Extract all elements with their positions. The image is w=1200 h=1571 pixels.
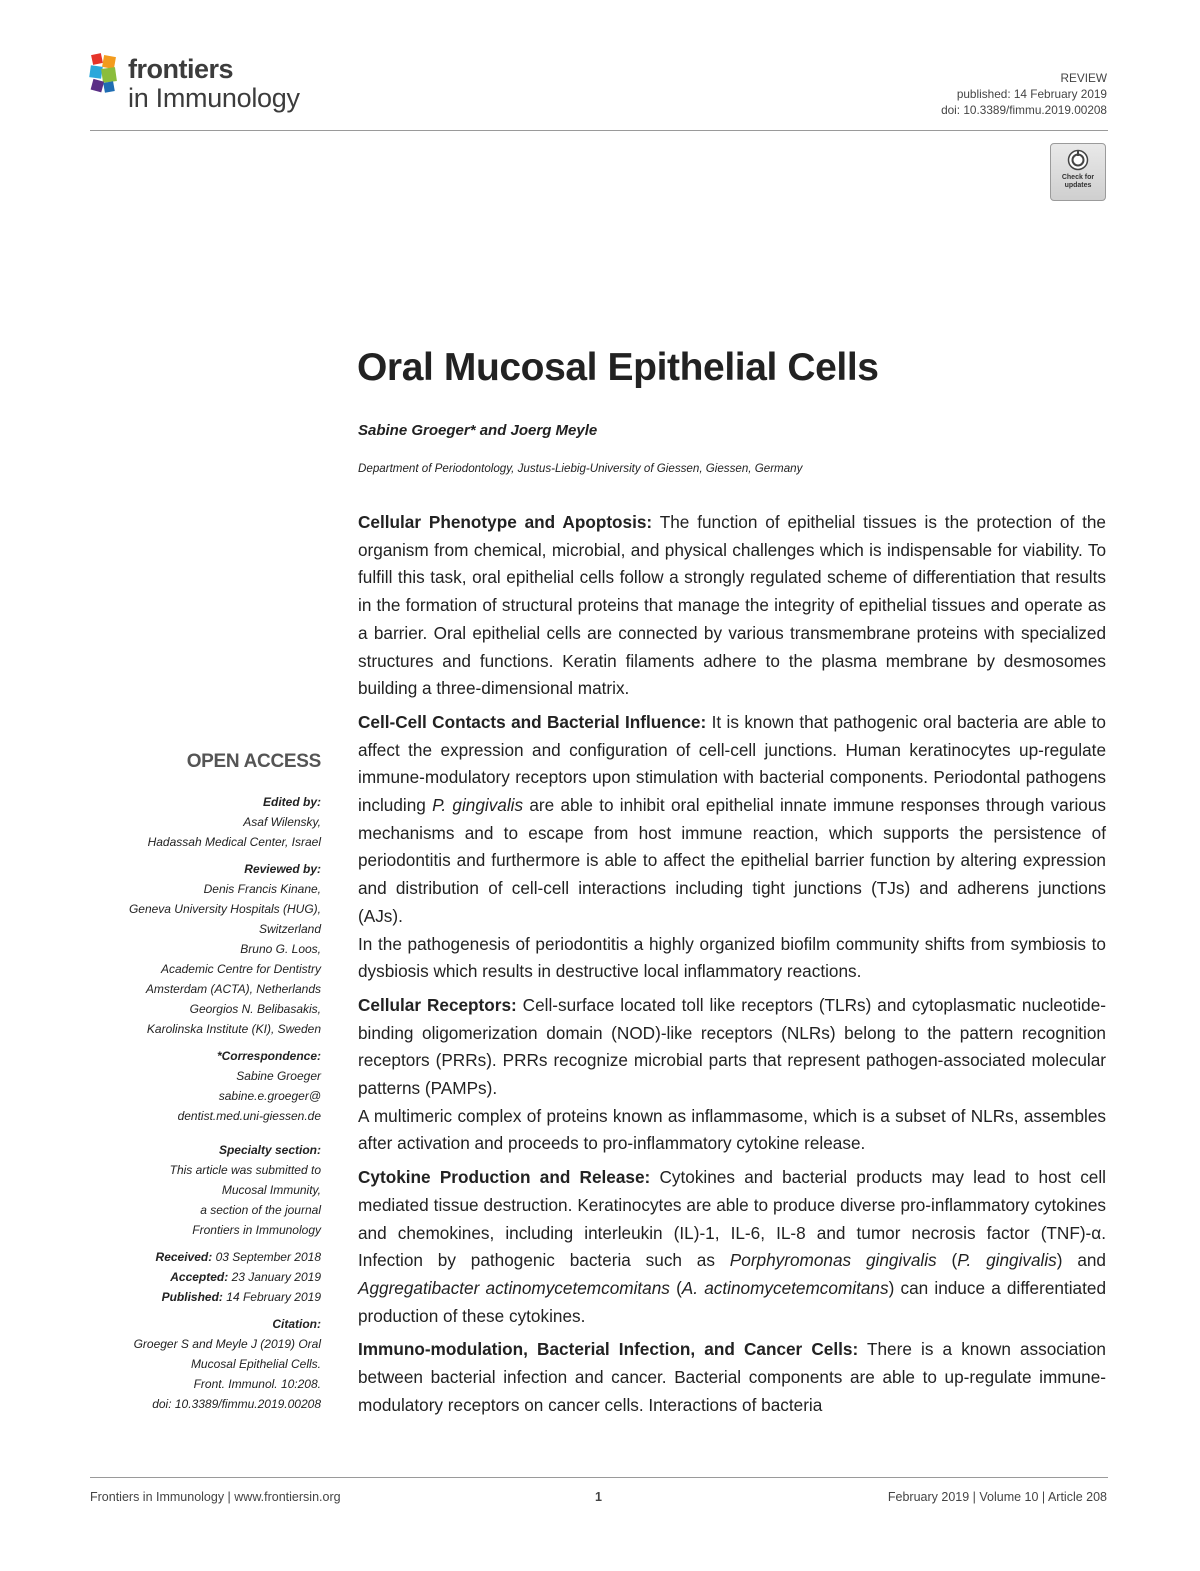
- article-body: [358, 509, 1106, 1426]
- logo-wordmark-journal: in Immunology: [128, 83, 300, 113]
- accepted-date: Accepted: 23 January 2019: [170, 1270, 321, 1284]
- specialty-line: a section of the journal: [200, 1203, 321, 1217]
- published-date-sidebar: Published: 14 February 2019: [161, 1290, 321, 1304]
- badge-label: Check for updates: [1061, 174, 1095, 189]
- reviewer-line: Denis Francis Kinane,: [203, 882, 321, 896]
- citation-line: Groeger S and Meyle J (2019) Oral: [133, 1337, 321, 1351]
- section-cellular-receptors: Cellular Receptors: Cell-surface located toll like receptors (TLRs) and cytoplasmatic nucleotide-binding oligomerization domain (NOD)-like receptors (NLRs) belong to the pattern recognition receptors (PRRs). PRRs recognize microbial parts that represent pathogen-associated molecular patterns (PAMPs).: [358, 994, 1106, 1099]
- reviewer-line: Karolinska Institute (KI), Sweden: [146, 1022, 321, 1036]
- section-immuno-modulation: Immuno-modulation, Bacterial Infection, and Cancer Cells: There is a known association between bacterial infection and cancer. Bacterial components are able to up-regulate immune-modulatory receptors on cancer cells. Interactions of bacteria: [358, 1339, 1106, 1415]
- article-affiliation: Department of Periodontology, Justus-Liebig-University of Giessen, Giessen, Germany: [358, 462, 803, 475]
- article-sidebar: [81, 750, 321, 1414]
- citation-line: Front. Immunol. 10:208.: [193, 1377, 321, 1391]
- page-number: 1: [595, 1490, 602, 1504]
- correspondence-email[interactable]: dentist.med.uni-giessen.de: [177, 1109, 321, 1123]
- reviewed-by-heading: Reviewed by:: [244, 862, 321, 876]
- reviewer-line: Amsterdam (ACTA), Netherlands: [145, 982, 321, 996]
- reviewer-line: Bruno G. Loos,: [240, 942, 321, 956]
- reviewer-line: Geneva University Hospitals (HUG),: [128, 902, 321, 916]
- footer-issue-info: February 2019 | Volume 10 | Article 208: [887, 1490, 1107, 1504]
- reviewer-line: Georgios N. Belibasakis,: [189, 1002, 321, 1016]
- section-cellular-phenotype: Cellular Phenotype and Apoptosis: The function of epithelial tissues is the protection of the organism from chemical, microbial, and physical challenges which is indispensable for viability. To fulfill this task, oral epithelial cells follow a strongly regulated scheme of differentiation that results in the formation of structural proteins that manage the integrity of epithelial tissues and operate as a barrier. Oral epithelial cells are connected by various transmembrane proteins with specialized structures and functions. Keratin filaments adhere to the plasma membrane by desmosomes building a three-dimensional matrix.: [358, 512, 1106, 699]
- published-date: published: 14 February 2019: [956, 87, 1107, 101]
- refresh-icon: [1067, 149, 1089, 171]
- citation-doi[interactable]: doi: 10.3389/fimmu.2019.00208: [152, 1397, 321, 1411]
- correspondence-heading: *Correspondence:: [216, 1049, 321, 1063]
- correspondence-email[interactable]: sabine.e.groeger@: [218, 1089, 321, 1103]
- reviewer-line: Switzerland: [258, 922, 321, 936]
- edited-by-heading: Edited by:: [262, 795, 321, 809]
- editor-line: Asaf Wilensky,: [243, 815, 321, 829]
- received-date: Received: 03 September 2018: [155, 1250, 321, 1264]
- section-cell-contacts-cont: In the pathogenesis of periodontitis a highly organized biofilm community shifts from symbiosis to dysbiosis which results in destructive local inflammatory reactions.: [358, 933, 1106, 982]
- check-for-updates-badge[interactable]: [1050, 143, 1106, 201]
- specialty-line: This article was submitted to: [169, 1163, 321, 1177]
- article-meta: [941, 70, 1107, 118]
- article-title: Oral Mucosal Epithelial Cells: [357, 346, 879, 389]
- editor-line: Hadassah Medical Center, Israel: [147, 835, 321, 849]
- reviewer-line: Academic Centre for Dentistry: [160, 962, 321, 976]
- logo-wordmark-frontiers: frontiers: [128, 54, 234, 84]
- open-access-label: OPEN ACCESS: [186, 751, 321, 772]
- section-cell-contacts: Cell-Cell Contacts and Bacterial Influence: It is known that pathogenic oral bacteria are able to affect the expression and configuration of cell-cell junctions. Human keratinocytes up-regulate immune-modulatory receptors upon stimulation with bacterial components. Periodontal pathogens including P. gingivalis are able to inhibit oral epithelial innate immune responses through various mechanisms and to escape from host immune reaction, which supports the persistence of periodontitis and furthermore is able to affect the epithelial barrier function by altering expression and distribution of cell-cell interactions including tight junctions (TJs) and adherens junctions (AJs).: [358, 711, 1106, 926]
- citation-heading: Citation:: [272, 1317, 321, 1331]
- footer-journal-link[interactable]: Frontiers in Immunology | www.frontiersin.org: [90, 1490, 341, 1504]
- header-divider: [90, 130, 1108, 131]
- specialty-heading: Specialty section:: [218, 1143, 321, 1157]
- footer-divider: [90, 1477, 1108, 1478]
- frontiers-logo-icon: [88, 52, 128, 98]
- correspondence-line: Sabine Groeger: [236, 1069, 321, 1083]
- specialty-line: Mucosal Immunity,: [221, 1183, 321, 1197]
- article-authors: Sabine Groeger* and Joerg Meyle: [358, 422, 598, 439]
- specialty-line: Frontiers in Immunology: [192, 1223, 321, 1237]
- article-doi[interactable]: doi: 10.3389/fimmu.2019.00208: [941, 103, 1107, 117]
- article-type: REVIEW: [1060, 71, 1107, 85]
- section-cellular-receptors-cont: A multimeric complex of proteins known as inflammasome, which is a subset of NLRs, assembles after activation and proceeds to pro-inflammatory cytokine release.: [358, 1105, 1106, 1154]
- citation-line: Mucosal Epithelial Cells.: [190, 1357, 321, 1371]
- section-cytokine-production: Cytokine Production and Release: Cytokines and bacterial products may lead to host cell mediated tissue destruction. Keratinocytes are able to produce diverse pro-inflammatory cytokines and chemokines, including interleukin (IL)-1, IL-6, IL-8 and tumor necrosis factor (TNF)-α. Infection by pathogenic bacteria such as Porphyromonas gingivalis (P. gingivalis) and Aggregatibacter actinomycetemcomitans (A. actinomycetemcomitans) can induce a differentiated production of these cytokines.: [358, 1167, 1106, 1326]
- journal-logo: [88, 52, 338, 124]
